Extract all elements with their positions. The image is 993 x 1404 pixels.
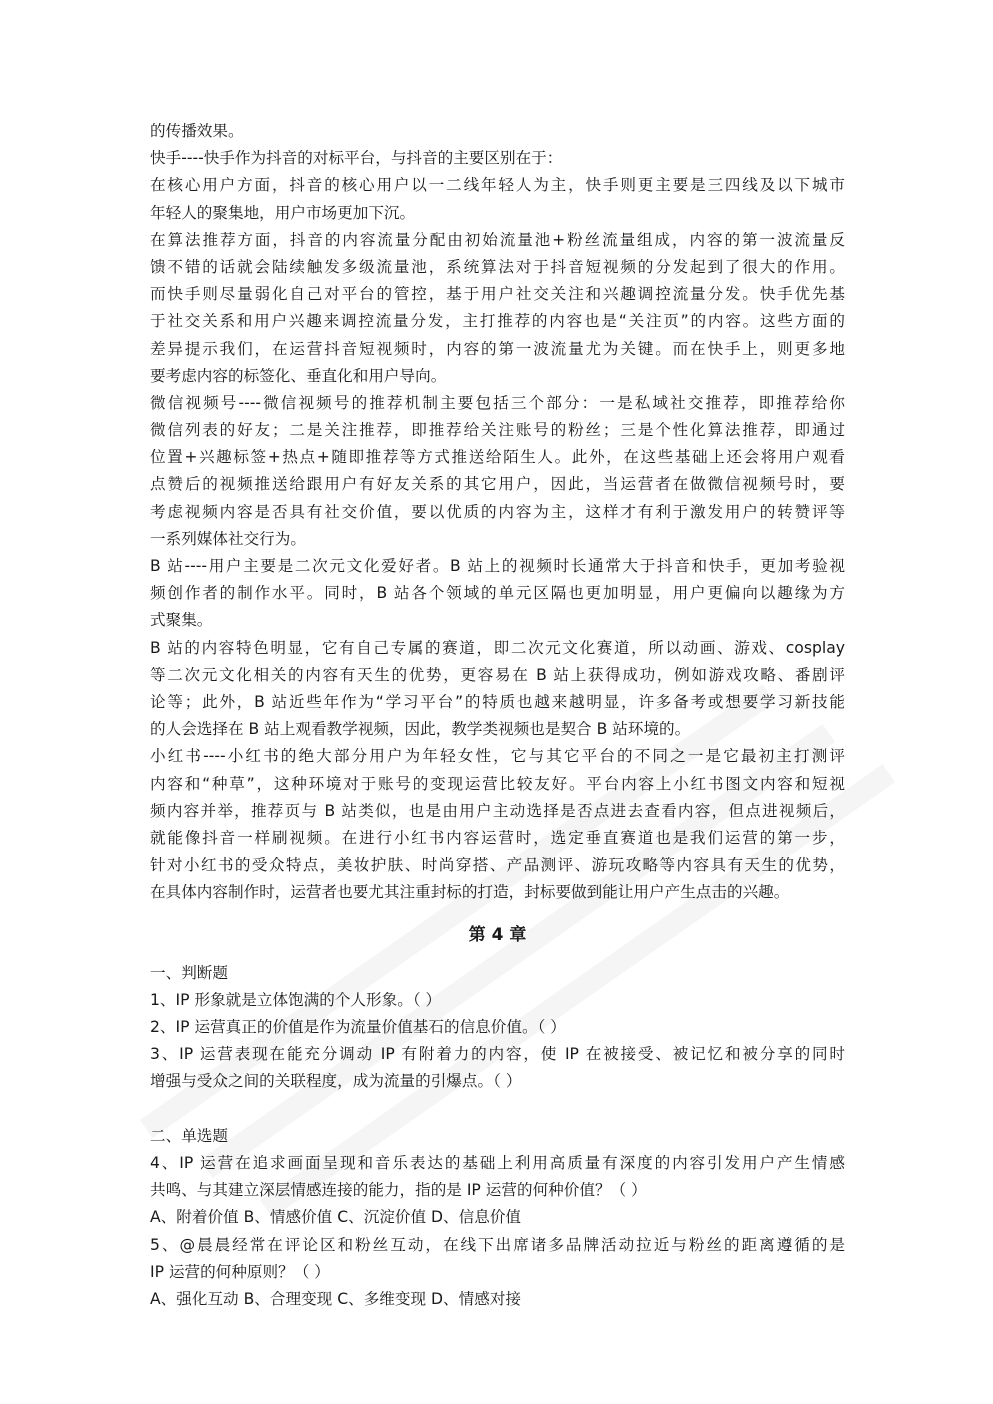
text-line: 二、单选题 bbox=[150, 1126, 228, 1145]
text-line: 3、IP 运营表现在能充分调动 IP 有附着力的内容，使 IP 在被接受、被记忆和被分享的同时 bbox=[150, 1045, 845, 1064]
text-line: 点赞后的视频推送给跟用户有好友关系的其它用户，因此，当运营者在做微信视频号时，要 bbox=[150, 475, 845, 494]
text-line: 式聚集。 bbox=[150, 611, 213, 630]
text-line: B 站的内容特色明显，它有自己专属的赛道，即二次元文化赛道，所以动画、游戏、cosplay bbox=[150, 638, 845, 657]
document-body bbox=[150, 118, 845, 1313]
text-line: 5、@晨晨经常在评论区和粉丝互动，在线下出席诸多品牌活动拉近与粉丝的距离遵循的是 bbox=[150, 1235, 845, 1254]
text-line: A、强化互动 B、合理变现 C、多维变现 D、情感对接 bbox=[150, 1289, 522, 1308]
text-line: 微信列表的好友；二是关注推荐，即推荐给关注账号的粉丝；三是个性化算法推荐，即通过 bbox=[150, 421, 845, 440]
paragraph bbox=[150, 1232, 845, 1286]
chapter-heading: 第 4 章 bbox=[468, 925, 527, 946]
text-line: 4、IP 运营在追求画面呈现和音乐表达的基础上利用高质量有深度的内容引发用户产生情感 bbox=[150, 1153, 845, 1172]
text-line: 共鸣、与其建立深层情感连接的能力，指的是 IP 运营的何种价值？（ ） bbox=[150, 1181, 647, 1200]
text-line: 小红书----小红书的绝大部分用户为年轻女性，它与其它平台的不同之一是它最初主打测评 bbox=[150, 747, 845, 766]
text-line: 论等；此外，B 站近些年作为“学习平台”的特质也越来越明显，许多备考或想要学习新技能 bbox=[150, 692, 845, 711]
text-line: 增强与受众之间的关联程度，成为流量的引爆点。（ ） bbox=[150, 1072, 522, 1091]
paragraph bbox=[150, 1014, 845, 1041]
text-line: 的传播效果。 bbox=[150, 122, 244, 140]
text-line: 一系列媒体社交行为。 bbox=[150, 529, 306, 548]
paragraph bbox=[150, 145, 845, 172]
text-line: 在具体内容制作时，运营者也要尤其注重封标的打造，封标要做到能让用户产生点击的兴趣。 bbox=[150, 883, 790, 902]
paragraph bbox=[150, 1150, 845, 1204]
text-line: 2、IP 运营真正的价值是作为流量价值基石的信息价值。（ ） bbox=[150, 1018, 566, 1036]
text-line: 年轻人的聚集地，用户市场更加下沉。 bbox=[150, 203, 416, 222]
text-line: 馈不错的话就会陆续触发多级流量池，系统算法对于抖音短视频的分发起到了很大的作用。 bbox=[150, 257, 845, 276]
paragraph bbox=[150, 390, 845, 553]
text-line: 要考虑内容的标签化、垂直化和用户导向。 bbox=[150, 366, 447, 385]
text-line: 在核心用户方面，抖音的核心用户以一二线年轻人为主，快手则更主要是三四线及以下城市 bbox=[150, 176, 845, 195]
text-line: 频创作者的制作水平。同时，B 站各个领域的单元区隔也更加明显，用户更偏向以趣缘为方 bbox=[150, 584, 845, 603]
paragraph bbox=[150, 1286, 845, 1313]
text-line: 在算法推荐方面，抖音的内容流量分配由初始流量池+粉丝流量组成，内容的第一波流量反 bbox=[150, 230, 845, 249]
paragraph bbox=[150, 743, 845, 906]
paragraph bbox=[150, 1204, 845, 1231]
text-line: 而快手则尽量弱化自己对平台的管控，基于用户社交关注和兴趣调控流量分发。快手优先基 bbox=[150, 285, 845, 304]
paragraph bbox=[150, 227, 845, 390]
text-line: 等二次元文化相关的内容有天生的优势，更容易在 B 站上获得成功，例如游戏攻略、番剧评 bbox=[150, 665, 845, 684]
text-line: 内容和“种草”，这种环境对于账号的变现运营比较友好。平台内容上小红书图文内容和短视 bbox=[150, 774, 845, 793]
text-line: 快手----快手作为抖音的对标平台，与抖音的主要区别在于： bbox=[150, 149, 563, 168]
text-line: 一、判断题 bbox=[150, 963, 228, 982]
text-line: 差异提示我们，在运营抖音短视频时，内容的第一波流量尤为关键。而在快手上，则更多地 bbox=[150, 339, 845, 358]
text-line: 的人会选择在 B 站上观看教学视频，因此，教学类视频也是契合 B 站环境的。 bbox=[150, 720, 691, 739]
text-line: 就能像抖音一样刷视频。在进行小红书内容运营时，选定垂直赛道也是我们运营的第一步， bbox=[150, 828, 845, 847]
text-line: 针对小红书的受众特点，美妆护肤、时尚穿搭、产品测评、游玩攻略等内容具有天生的优势， bbox=[150, 856, 845, 875]
text-line: 位置+兴趣标签+热点+随即推荐等方式推送给陌生人。此外，在这些基础上还会将用户观看 bbox=[150, 448, 845, 467]
blank-line bbox=[150, 1096, 845, 1123]
paragraph bbox=[150, 1041, 845, 1095]
paragraph bbox=[150, 635, 845, 744]
text-line: 频内容并举，推荐页与 B 站类似，也是由用户主动选择是否点进去查看内容，但点进视频后， bbox=[150, 801, 845, 820]
text-line: 1、IP 形象就是立体饱满的个人形象。（ ） bbox=[150, 990, 442, 1009]
paragraph bbox=[150, 172, 845, 226]
paragraph bbox=[150, 553, 845, 635]
text-line: 于社交关系和用户兴趣来调控流量分发，主打推荐的内容也是“关注页”的内容。这些方面的 bbox=[150, 312, 845, 331]
paragraph bbox=[150, 987, 845, 1014]
text-line: B 站----用户主要是二次元文化爱好者。B 站上的视频时长通常大于抖音和快手，更加考验视 bbox=[150, 557, 845, 575]
paragraph bbox=[150, 960, 845, 987]
paragraph bbox=[150, 118, 845, 145]
text-line: 微信视频号----微信视频号的推荐机制主要包括三个部分：一是私域社交推荐，即推荐给你 bbox=[150, 393, 845, 412]
text-line: 考虑视频内容是否具有社交价值，要以优质的内容为主，这样才有利于激发用户的转赞评等 bbox=[150, 502, 845, 521]
paragraph bbox=[150, 1123, 845, 1150]
text-line: A、附着价值 B、情感价值 C、沉淀价值 D、信息价值 bbox=[150, 1208, 522, 1227]
text-line: IP 运营的何种原则？（ ） bbox=[150, 1262, 330, 1281]
